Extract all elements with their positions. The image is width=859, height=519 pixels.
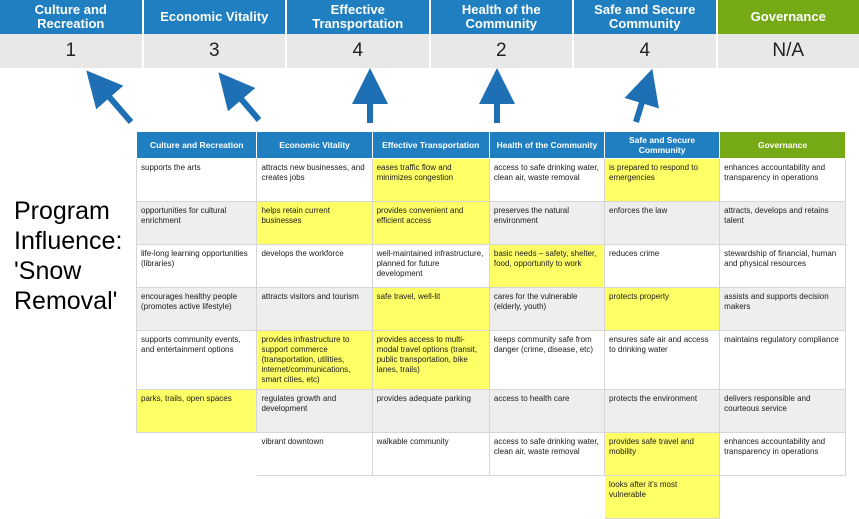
table-row: [137, 331, 846, 390]
table-row: [137, 288, 846, 331]
pillar-header-label: Culture and Recreation: [4, 3, 138, 31]
matrix-cell: [137, 476, 257, 519]
table-row: [137, 202, 846, 245]
table-row: [137, 390, 846, 433]
matrix-header-governance: Governance: [720, 132, 846, 159]
matrix-cell: protects the environment: [605, 390, 720, 433]
matrix-cell: basic needs – safety, shelter, food, opportunity to work: [489, 245, 604, 288]
pillar-header-label: Effective Transportation: [291, 3, 425, 31]
arrow-up-left-icon-2: [230, 86, 259, 120]
program-influence-caption: Program Influence: 'Snow Removal': [14, 196, 134, 316]
arrow-up-left-icon-1: [98, 84, 131, 122]
matrix-cell: vibrant downtown: [257, 433, 372, 476]
matrix-cell: parks, trails, open spaces: [137, 390, 257, 433]
matrix-cell: assists and supports decision makers: [720, 288, 846, 331]
matrix-cell: maintains regulatory compliance: [720, 331, 846, 390]
matrix-header-effective-transportation: Effective Transportation: [372, 132, 489, 159]
matrix-cell: looks after it's most vulnerable: [605, 476, 720, 519]
matrix-header-culture-and-recreation: Culture and Recreation: [137, 132, 257, 159]
matrix-cell: delivers responsible and courteous service: [720, 390, 846, 433]
matrix-cell: attracts, develops and retains talent: [720, 202, 846, 245]
matrix-cell: enhances accountability and transparency in operations: [720, 433, 846, 476]
matrix-header-safe-and-secure-community: Safe and Secure Community: [605, 132, 720, 159]
matrix-cell: provides convenient and efficient access: [372, 202, 489, 245]
matrix-cell: helps retain current businesses: [257, 202, 372, 245]
pillar-header-label: Health of the Community: [435, 3, 569, 31]
matrix-header-economic-vitality: Economic Vitality: [257, 132, 372, 159]
pillar-header-band: [0, 0, 859, 34]
matrix-cell: preserves the natural environment: [489, 202, 604, 245]
matrix-cell: provides access to multi-modal travel options (transit, public transportation, bike lanes, trails): [372, 331, 489, 390]
matrix-cell: provides infrastructure to support commerce (transportation, utilities, internet/communications, smart cities, etc): [257, 331, 372, 390]
matrix-cell: stewardship of financial, human and physical resources: [720, 245, 846, 288]
table-row: [137, 433, 846, 476]
matrix-cell: enhances accountability and transparency in operations: [720, 159, 846, 202]
matrix-cell: life-long learning opportunities (libraries): [137, 245, 257, 288]
pillar-header-economic-vitality: [144, 0, 288, 34]
matrix-cell: ensures safe air and access to drinking water: [605, 331, 720, 390]
table-row: [137, 245, 846, 288]
matrix-cell: opportunities for cultural enrichment: [137, 202, 257, 245]
pillar-header-effective-transportation: [287, 0, 431, 34]
pillar-score-culture-and-recreation: 1: [0, 34, 144, 68]
matrix-cell: provides adequate parking: [372, 390, 489, 433]
matrix-cell: encourages healthy people (promotes active lifestyle): [137, 288, 257, 331]
matrix-cell: keeps community safe from danger (crime, disease, etc): [489, 331, 604, 390]
pillar-header-safe-and-secure-community: [574, 0, 718, 34]
pillar-score-governance: N/A: [718, 34, 859, 68]
matrix-header-health-of-the-community: Health of the Community: [489, 132, 604, 159]
pillar-score-effective-transportation: 4: [287, 34, 431, 68]
matrix-cell: attracts visitors and tourism: [257, 288, 372, 331]
matrix-cell: eases traffic flow and minimizes congestion: [372, 159, 489, 202]
matrix-cell: attracts new businesses, and creates jobs: [257, 159, 372, 202]
pillar-header-governance: [718, 0, 859, 34]
table-row: [137, 476, 846, 519]
matrix-cell: safe travel, well-lit: [372, 288, 489, 331]
matrix-cell: access to health care: [489, 390, 604, 433]
pillar-header-label: Safe and Secure Community: [578, 3, 712, 31]
pillar-header-health-of-the-community: [431, 0, 575, 34]
matrix-cell: enforces the law: [605, 202, 720, 245]
matrix-cell: regulates growth and development: [257, 390, 372, 433]
matrix-cell: develops the workforce: [257, 245, 372, 288]
matrix-cell: [489, 476, 604, 519]
matrix-cell: provides safe travel and mobility: [605, 433, 720, 476]
pillar-score-safe-and-secure-community: 4: [574, 34, 718, 68]
pillar-header-label: Governance: [751, 10, 826, 24]
outcome-matrix: [136, 131, 846, 519]
pillar-score-health-of-the-community: 2: [431, 34, 575, 68]
table-row: [137, 159, 846, 202]
matrix-cell: protects property: [605, 288, 720, 331]
matrix-cell: [257, 476, 372, 519]
matrix-cell: [137, 433, 257, 476]
matrix-cell: [372, 476, 489, 519]
matrix-cell: walkable community: [372, 433, 489, 476]
pillar-score-economic-vitality: 3: [144, 34, 288, 68]
matrix-cell: access to safe drinking water, clean air, waste removal: [489, 159, 604, 202]
arrow-up-right-icon-5: [636, 86, 647, 122]
matrix-cell: is prepared to respond to emergencies: [605, 159, 720, 202]
matrix-cell: cares for the vulnerable (elderly, youth): [489, 288, 604, 331]
pillar-score-band: [0, 34, 859, 68]
pillar-header-culture-and-recreation: [0, 0, 144, 34]
matrix-header-row: [137, 132, 846, 159]
pillar-header-label: Economic Vitality: [160, 10, 268, 24]
matrix-cell: supports the arts: [137, 159, 257, 202]
arrow-group: [0, 68, 859, 134]
matrix-cell: reduces crime: [605, 245, 720, 288]
matrix-cell: [720, 476, 846, 519]
matrix-cell: well-maintained infrastructure, planned for future development: [372, 245, 489, 288]
matrix-cell: supports community events, and entertainment options: [137, 331, 257, 390]
matrix-cell: access to safe drinking water, clean air, waste removal: [489, 433, 604, 476]
